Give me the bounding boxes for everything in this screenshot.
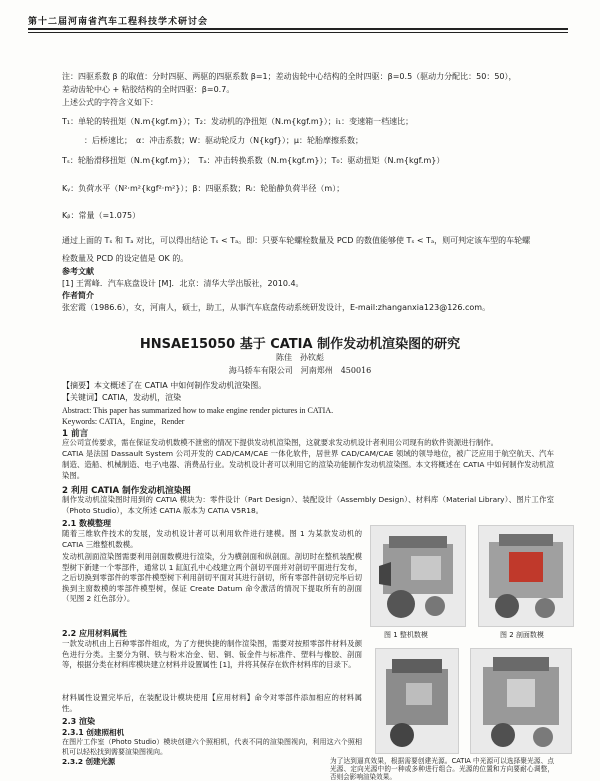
section-2-2-heading: 2.2 应用材料属性 bbox=[62, 629, 127, 638]
header-rule-thin bbox=[28, 32, 568, 33]
abstract-cn: 【摘要】本文概述了在 CATIA 中如何制作发动机渲染图。 bbox=[62, 381, 267, 390]
section-2-3-2-paragraph-1: 为了达到逼真效果，根据需要创建光源。CATIA 中光源可以选择聚光源、点光源、定向光源中的一种或多种进行组合。光源的位置和方向要耐心调整，否则会影响渲染效果。 bbox=[330, 757, 554, 781]
author-info: 张宏霞（1986.6），女，河南人，硕士，助工，从事汽车底盘传动系统研发设计，E-mail:zhanganxia123@126.com。 bbox=[62, 303, 491, 312]
running-header: 第十二届河南省汽车工程科技学术研讨会 bbox=[28, 17, 209, 27]
section-1-paragraph-1: 应公司宣传要求，需在保证发动机数模不泄密的情况下提供发动机渲染图，这就要求发动机设计者利用公司现有的软件资源进行制作。 bbox=[62, 438, 499, 447]
engine-image bbox=[371, 526, 465, 626]
note-line-2: 差动齿轮中心 + 粘胶结构的全时四驱：β=0.7。 bbox=[62, 85, 235, 94]
section-1-paragraph-2: CATIA 是法国 Dassault System 公司开发的 CAD/CAM/CAE 一体化软件，居世界 CAD/CAM/CAE 领域的领导地位，被广泛应用于航空航天、汽车制造、造船、机械制造、电子\电器、消费品行业。发动机设计者可以利用它的渲染功能制作发动机渲染图。本文将概述在 CATIA 中如何制作发动机渲染图。 bbox=[62, 449, 554, 480]
section-2-2-paragraph-1: 一款发动机由上百种零部件组成，为了方便快捷的制作渲染图，需要对按照零部件材料及颜色进行分类。主要分为钢、铁与粉末冶金、铝、铜、钣金件与标准件、塑料与橡胶、剖面等，根据分类在材料库模块建立材料并设置属性 [1]，并将其保存在软件材料库的目录下。 bbox=[62, 639, 362, 670]
keywords-cn: 【关键词】CATIA，发动机，渲染 bbox=[62, 393, 182, 402]
reference-1: [1] 王霄峰．汽车底盘设计 [M]．北京：清华大学出版社，2010.4。 bbox=[62, 279, 304, 288]
symbols-intro: 上述公式的字符含义如下： bbox=[62, 98, 158, 107]
section-2-heading: 2 利用 CATIA 制作发动机渲染图 bbox=[62, 486, 191, 496]
figure-2-section-model bbox=[478, 525, 574, 627]
conclusion-line-1: 通过上面的 Tₛ 和 Tₐ 对比，可以得出结论 Tₛ < Tₐ。即：只要车轮螺栓数量及 PCD 的数值能够使 Tₛ < Tₐ，则可判定该车型的车轮螺 bbox=[62, 236, 531, 245]
symbol-line-1a: T₁：单轮的转扭矩（N.m{kgf.m}）；T₂：发动机的净扭矩（N.m{kgf.m}）；i₁：变速箱一档速比； bbox=[62, 117, 414, 126]
section-2-3-1-paragraph-1: 在图片工作室（Photo Studio）模块创建六个照相机，代表不同的渲染图视向，利用这六个照相机可以轻松找到需要渲染图视向。 bbox=[62, 738, 362, 756]
keywords-en: Keywords: CATIA，Engine，Render bbox=[62, 417, 185, 426]
section-2-3-heading: 2.3 渲染 bbox=[62, 717, 95, 726]
section-2-2-paragraph-2: 材料属性设置完毕后，在装配设计模块使用【应用材料】命令对零部件添加相应的材料属性。 bbox=[62, 693, 362, 713]
figure-1-engine-model bbox=[370, 525, 466, 627]
abstract-en: Abstract: This paper has summarized how to make engine render pictures in CATIA. bbox=[62, 406, 334, 415]
section-2-3-1-heading: 2.3.1 创建照相机 bbox=[62, 728, 125, 737]
header-rule bbox=[28, 28, 568, 30]
section-2-1-heading: 2.1 数模整理 bbox=[62, 519, 111, 528]
symbol-line-2: Tₛ：轮胎滑移扭矩（N.m{kgf.m}）； Tₐ：冲击转换系数（N.m{kgf.m}）；T₀：驱动扭矩（N.m{kgf.m}） bbox=[62, 156, 445, 165]
figure-3-render-left bbox=[375, 648, 459, 754]
symbol-line-1b: ：后桥速比； α：冲击系数；W：驱动轮反力（N{kgf}）；μ：轮胎摩擦系数； bbox=[84, 136, 363, 145]
section-2-3-2-heading: 2.3.2 创建光源 bbox=[62, 757, 116, 766]
section-image bbox=[479, 526, 573, 626]
article-authors: 陈佳 孙钦彪 bbox=[276, 353, 324, 362]
note-line-1: 注：四驱系数 β 的取值：分时四驱、两驱的四驱系数 β=1；差动齿轮中心结构的全时四驱：β=0.5（驱动力分配比：50：50）， bbox=[62, 72, 517, 81]
render-image-right bbox=[471, 649, 571, 753]
figure-4-render-right bbox=[470, 648, 572, 754]
section-2-1-paragraph-1: 随着三维软件技术的发展，发动机设计者可以利用软件进行建模。图 1 为某款发动机的 CATIA 三维整机数模。 bbox=[62, 529, 362, 549]
symbol-line-4: Kᵦ：常量（=1.075） bbox=[62, 211, 141, 220]
article-title: HNSAE15050 基于 CATIA 制作发动机渲染图的研究 bbox=[139, 337, 461, 352]
render-image-left bbox=[376, 649, 458, 753]
conclusion-line-2: 栓数量及 PCD 的设定值是 OK 的。 bbox=[62, 254, 189, 263]
article-affiliation: 海马轿车有限公司 河南郑州 450016 bbox=[228, 366, 372, 375]
figure-1-caption: 图 1 整机数模 bbox=[384, 631, 428, 639]
figure-2-caption: 图 2 剖面数模 bbox=[500, 631, 544, 639]
section-1-heading: 1 前言 bbox=[62, 429, 89, 439]
author-heading: 作者简介 bbox=[62, 291, 94, 300]
symbol-line-3: Kᵧ：负荷水平（N²·m²{kgf²·m²}）；β：四驱系数；Rₗ：轮胎静负荷半径（m）； bbox=[62, 184, 345, 193]
references-heading: 参考文献 bbox=[62, 267, 94, 276]
section-2-1-paragraph-2: 发动机剖面渲染图需要利用剖面数模进行渲染，分为横剖面和纵剖面。剖切时在整机装配模型树下新建一个零部件，通常以 1 缸缸孔中心线建立两个剖切平面并对剖切平面进行发布，之后切换到零部件的零部件模型树下利用剖切平面对其进行剖切，所有零部件剖切完毕后切换到主窗数模的零部件模型树，保证 Create Datum 命令激活的情况下提取所有的剖面（见图 2 红色部分）。 bbox=[62, 552, 362, 604]
section-2-paragraph-1: 制作发动机渲染图时用到的 CATIA 模块为：零件设计（Part Design）、装配设计（Assembly Design）、材料库（Material Library）、图片工作室（Photo Studio），本文所述 CATIA 版本为 CATIA V5R18。 bbox=[62, 495, 554, 515]
